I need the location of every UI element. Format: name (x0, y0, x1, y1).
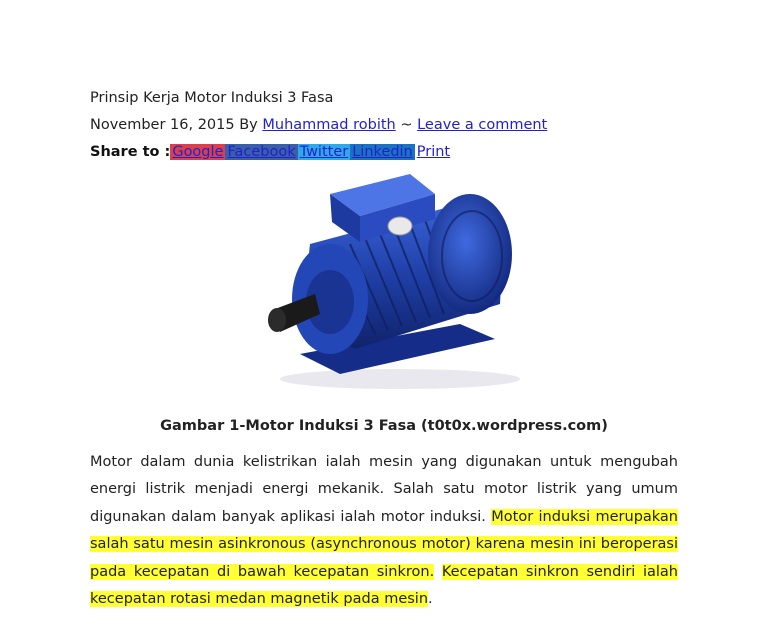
share-facebook-button[interactable]: Facebook (227, 144, 296, 160)
share-google-button[interactable]: Google (172, 144, 224, 160)
by-label: By (239, 117, 258, 133)
leave-comment-link[interactable]: Leave a comment (417, 117, 548, 133)
meta-separator: ~ (400, 117, 413, 133)
article (90, 88, 678, 628)
figure-caption: Gambar 1-Motor Induksi 3 Fasa (t0t0x.wordpress.com) (160, 418, 608, 434)
article-title: Prinsip Kerja Motor Induksi 3 Fasa (90, 90, 334, 106)
share-twitter-button[interactable]: Twitter (299, 144, 349, 160)
article-meta (90, 115, 678, 135)
electric-motor-icon (260, 174, 540, 399)
post-date: November 16, 2015 (90, 117, 235, 133)
share-print-button[interactable]: Print (416, 144, 451, 160)
author-link[interactable]: Muhammad robith (262, 117, 396, 133)
share-linkedin-button[interactable]: Linkedin (352, 144, 413, 160)
share-label: Share to : (90, 144, 171, 160)
share-bar (90, 142, 678, 162)
body-text-segment: Motor dalam dunia kelistrikan ialah mesin yang digunakan untuk mengubah energi listrik menjadi energi mekanik. Salah satu motor listrik yang umum digunakan dalam banyak aplikasi ialah motor induksi. (90, 454, 678, 525)
body-text-segment (434, 564, 442, 580)
article-body (90, 449, 678, 613)
highlighted-text: Motor induksi merupakan salah satu mesin asinkronous (asynchronous motor) karena mesin ini beroperasi pada kecepatan di bawah kecepatan sinkron. (90, 508, 678, 580)
motor-figure (90, 174, 678, 404)
body-text-segment: . (428, 591, 433, 608)
highlighted-text: Kecepatan sinkron sendiri ialah kecepatan rotasi medan magnetik pada mesin (90, 563, 678, 608)
